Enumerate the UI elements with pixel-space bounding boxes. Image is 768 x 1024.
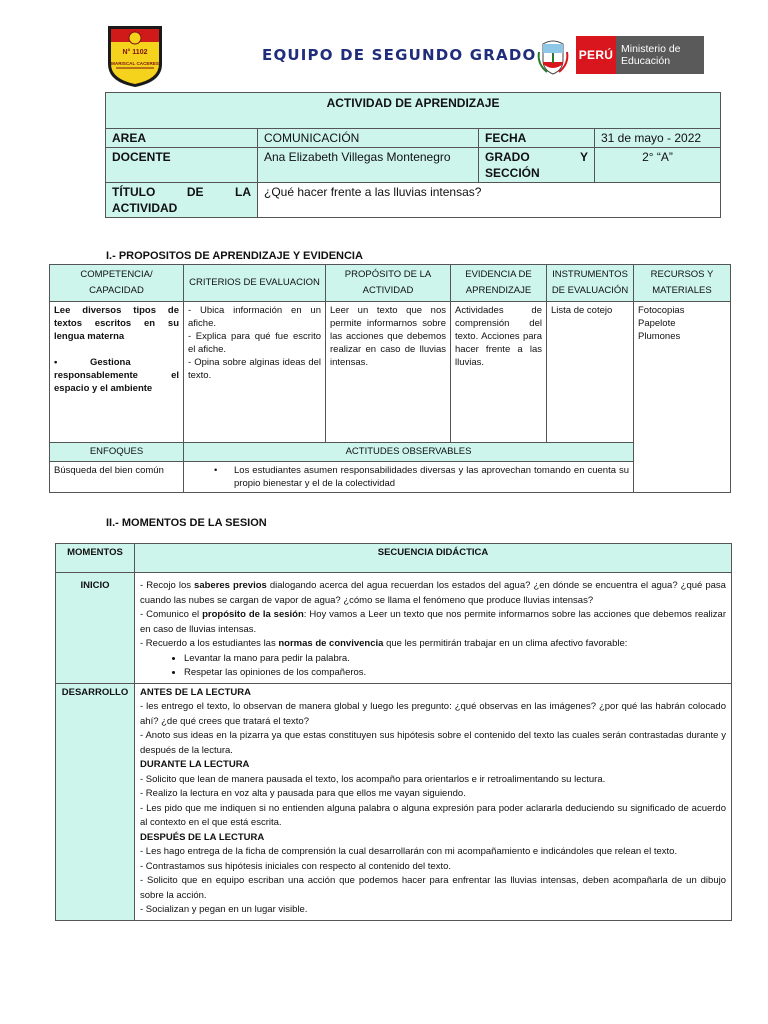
logo-name: MARISCAL CACERES xyxy=(111,61,159,66)
instrumentos-cell: Lista de cotejo xyxy=(547,302,634,443)
grado-label-b: SECCIÓN xyxy=(485,166,540,180)
inicio-p2-a: - Comunico el xyxy=(140,609,203,620)
antes-heading: ANTES DE LA LECTURA xyxy=(140,686,252,698)
recursos-cell xyxy=(634,302,731,493)
fecha-label: FECHA xyxy=(479,129,595,148)
area-label: AREA xyxy=(106,129,258,148)
titulo-w4: ACTIVIDAD xyxy=(112,201,178,215)
actitud-value: Los estudiantes asumen responsabilidades diversas y las aprovechan tomando en cuenta su propio bienestar y el de la colectividad xyxy=(234,465,629,489)
desarrollo-label: DESARROLLO xyxy=(56,683,135,920)
actitud-cell xyxy=(184,462,634,493)
durante-heading: DURANTE LA LECTURA xyxy=(140,759,250,770)
inicio-p1-c: dialogando acerca del agua recuerdan los estados del agua? ¿en dónde se encuentra el agua? ¿qué pasa cuando las nubes se cargan de vapor de agua? ¿cómo se llama el fenómeno que produce lluvias intensas? xyxy=(140,580,726,606)
evidencia-cell: Actividades de comprensión del texto. Acciones para hacer frente a las lluvias. xyxy=(451,302,547,443)
docente-value: Ana Elizabeth Villegas Montenegro xyxy=(258,148,479,183)
activity-heading: ACTIVIDAD DE APRENDIZAJE xyxy=(106,93,721,129)
inicio-p2-c: : Hoy vamos a Leer un texto que nos permite informarnos sobre las acciones que debemos realizar en caso de lluvias intensas. xyxy=(140,609,726,635)
norma-item: • Respetar las opiniones de los compañeros. xyxy=(184,666,726,681)
peru-flag-block: PERÚ xyxy=(576,36,616,74)
criterio-3: - Opina sobre alginas ideas del texto. xyxy=(188,357,321,381)
national-shield-icon xyxy=(537,38,569,76)
inicio-content xyxy=(135,573,732,684)
grado-label-a: GRADO xyxy=(485,150,530,164)
ministry-logo xyxy=(576,36,704,74)
criterios-cell xyxy=(184,302,326,443)
actitudes-label: ACTITUDES OBSERVABLES xyxy=(184,443,634,462)
durante-step: - Les pido que me indiquen si no entienden alguna palabra o alguna expresión para poder aclararla deduciendo su significado de acuerdo al contexto en el que está escrita. xyxy=(140,802,726,828)
ministry-name: Ministerio de Educación xyxy=(616,36,704,74)
despues-step: - Les hago entrega de la ficha de comprensión la cual desarrollarán con mi acompañamiento e indicándoles que relean el texto. xyxy=(140,846,678,857)
document-title: EQUIPO DE SEGUNDO GRADO xyxy=(262,46,537,64)
logo-number: N° 1102 xyxy=(122,49,148,56)
inicio-p1 xyxy=(140,579,726,608)
normas-list xyxy=(140,652,726,681)
inicio-p2 xyxy=(140,608,726,637)
col-instrumentos: INSTRUMENTOS DE EVALUACIÓN xyxy=(547,265,634,302)
col-competencia: COMPETENCIA/ CAPACIDAD xyxy=(50,265,184,302)
competencia-2: Gestiona responsablemente el espacio y el ambiente xyxy=(54,357,179,394)
titulo-w2: DE xyxy=(186,185,204,199)
section2-title: II.- MOMENTOS DE LA SESION xyxy=(106,517,267,529)
col-evidencia: EVIDENCIA DE APRENDIZAJE xyxy=(451,265,547,302)
session-table xyxy=(55,543,732,921)
grado-label-y: Y xyxy=(579,150,588,164)
criterio-1: - Ubica información en un afiche. xyxy=(188,305,321,329)
recurso-3: Plumones xyxy=(638,331,681,342)
titulo-label xyxy=(106,183,258,218)
proposito-cell: Leer un texto que nos permite informarnos sobre las acciones que debemos realizar en caso de lluvias intensas. xyxy=(326,302,451,443)
col-recursos: RECURSOS Y MATERIALES xyxy=(634,265,731,302)
recurso-2: Papelote xyxy=(638,318,676,329)
titulo-value: ¿Qué hacer frente a las lluvias intensas? xyxy=(258,183,721,218)
purposes-table xyxy=(49,264,731,493)
despues-step: - Socializan y pegan en un lugar visible. xyxy=(140,904,308,915)
despues-step: - Contrastamos sus hipótesis iniciales con respecto al contenido del texto. xyxy=(140,860,452,872)
durante-step: - Realizo la lectura en voz alta y pausada para que ellos me vayan siguiendo. xyxy=(140,788,466,799)
antes-step: - les entrego el texto, lo observan de manera global y luego les pregunto: ¿qué observas en las imágenes? ¿por qué las habrán colocado ahí? ¿de qué crees que tratará el texto? xyxy=(140,701,726,727)
docente-label: DOCENTE xyxy=(106,148,258,183)
inicio-p3-c: que les permitirán trabajar en un clima afectivo favorable: xyxy=(383,638,628,649)
col-criterios: CRITERIOS DE EVALUACION xyxy=(184,265,326,302)
col-secuencia: SECUENCIA DIDÁCTICA xyxy=(135,544,732,573)
competencia-cell xyxy=(50,302,184,443)
activity-info-table xyxy=(105,92,721,218)
criterio-2: - Explica para qué fue escrito el afiche. xyxy=(188,331,321,355)
col-proposito: PROPÓSITO DE LA ACTIVIDAD xyxy=(326,265,451,302)
norma-item: • Levantar la mano para pedir la palabra. xyxy=(184,652,726,667)
inicio-label: INICIO xyxy=(56,573,135,684)
fecha-value: 31 de mayo - 2022 xyxy=(595,129,721,148)
despues-heading: DESPUÉS DE LA LECTURA xyxy=(140,831,265,843)
grado-value: 2° “A” xyxy=(595,148,721,183)
recurso-1: Fotocopias xyxy=(638,305,685,316)
inicio-p3-b: normas de convivencia xyxy=(278,638,384,649)
inicio-p1-b: saberes previos xyxy=(194,580,267,591)
enfoques-label: ENFOQUES xyxy=(50,443,184,462)
desarrollo-content xyxy=(135,683,732,920)
inicio-p3-a: - Recuerdo a los estudiantes las xyxy=(140,638,279,649)
competencia-1: Lee diversos tipos de textos escritos en su lengua materna xyxy=(54,305,179,342)
area-value: COMUNICACIÓN xyxy=(258,129,479,148)
inicio-p1-a: - Recojo los xyxy=(140,580,195,591)
titulo-w1: TÍTULO xyxy=(112,185,156,199)
school-logo xyxy=(106,24,164,88)
titulo-w3: LA xyxy=(235,185,251,199)
actitud-bullet-icon: • xyxy=(214,465,218,476)
section1-title: I.- PROPOSITOS DE APRENDIZAJE Y EVIDENCIA xyxy=(106,250,363,262)
despues-step: - Solicito que en equipo escriban una acción que podemos hacer para enfrentar las lluvias intensas, deben acompañarla de un dibujo sobre la acción. xyxy=(140,875,726,901)
competencia-bullet: • xyxy=(54,357,58,368)
antes-step: - Anoto sus ideas en la pizarra ya que estas constituyen sus hipótesis sobre el contenido del texto las cuales serán contrastadas durante y después de la lectura. xyxy=(140,730,726,756)
durante-step: - Solicito que lean de manera pausada el texto, los acompaño para orientarlos e ir retroalimentando su lectura. xyxy=(140,773,606,785)
inicio-p3 xyxy=(140,637,726,652)
col-momentos: MOMENTOS xyxy=(56,544,135,573)
inicio-p2-b: propósito de la sesión xyxy=(202,609,304,620)
grado-label xyxy=(479,148,595,183)
enfoque-value: Búsqueda del bien común xyxy=(50,462,184,493)
